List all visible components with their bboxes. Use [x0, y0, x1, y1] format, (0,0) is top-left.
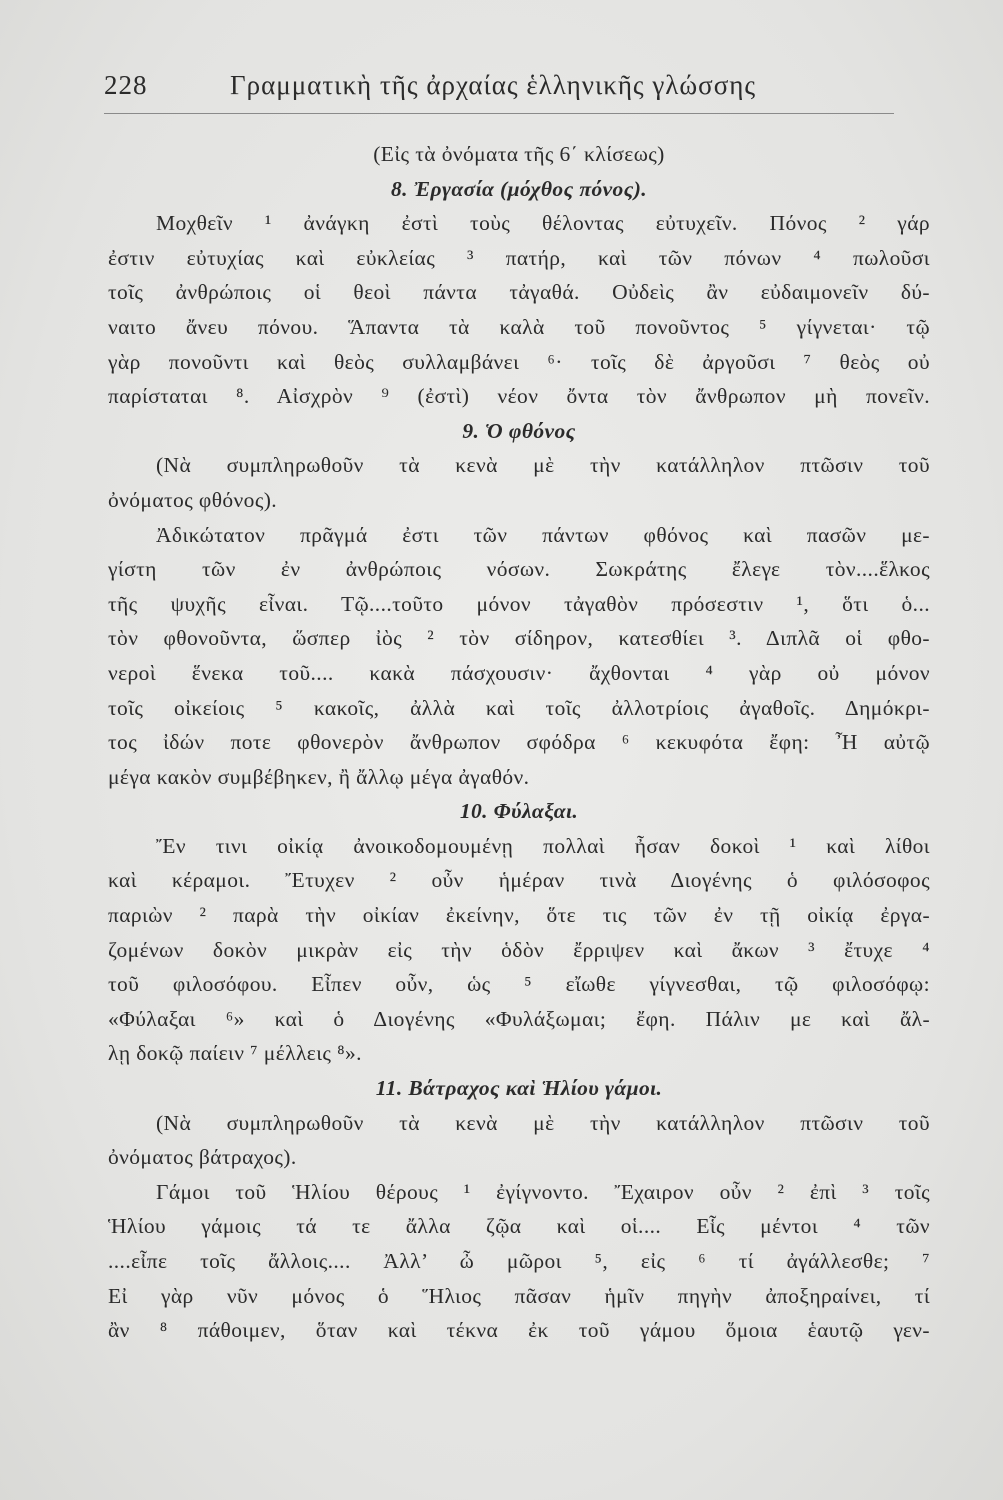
text-line: Γάμοι τοῦ Ἡλίου θέρους ¹ ἐγίγνοντο. Ἔχαιρον οὖν ² ἐπὶ ³ τοῖς — [156, 1179, 930, 1204]
text-line: παριὼν ² παρὰ τὴν οἰκίαν ἐκείνην, ὅτε τις τῶν ἐν τῇ οἰκίᾳ ἐργα- — [108, 903, 930, 928]
text-line: Μοχθεῖν ¹ ἀνάγκη ἐστὶ τοὺς θέλοντας εὐτυχεῖν. Πόνος ² γάρ — [156, 211, 930, 236]
text-line: Εἰ γὰρ νῦν μόνος ὁ Ἥλιος πᾶσαν ἡμῖν πηγὴν ἀποξηραίνει, τί — [108, 1283, 930, 1308]
text-line: Ἔν τινι οἰκίᾳ ἀνοικοδομουμένῃ πολλαὶ ἦσαν δοκοὶ ¹ καὶ λίθοι — [156, 833, 930, 858]
section-heading: 8. Ἐργασία (μόχθος πόνος). — [390, 176, 648, 201]
text-line: ζομένων δοκὸν μικρὰν εἰς τὴν ὁδὸν ἔρριψεν καὶ ἄκων ³ ἔτυχε ⁴ — [108, 937, 930, 962]
text-line: τοῖς ἀνθρώποις οἱ θεοὶ πάντα τἀγαθά. Οὐδεὶς ἂν εὐδαιμονεῖν δύ- — [108, 280, 930, 305]
text-line: τὸν φθονοῦντα, ὥσπερ ἰὸς ² τὸν σίδηρον, κατεσθίει ³. Διπλᾶ οἱ φθο- — [108, 626, 930, 651]
section-heading: 9. Ὁ φθόνος — [462, 418, 576, 443]
text-line: νεροὶ ἕνεκα τοῦ.... κακὰ πάσχουσιν· ἄχθονται ⁴ γὰρ οὐ μόνον — [108, 660, 930, 685]
running-header — [104, 70, 894, 110]
header-rule — [104, 113, 894, 114]
text-line: (Εἰς τὰ ὀνόματα τῆς 6΄ κλίσεως) — [373, 142, 665, 166]
text-line: (Νὰ συμπληρωθοῦν τὰ κενὰ μὲ τὴν κατάλληλον πτῶσιν τοῦ — [156, 1110, 930, 1135]
text-line: μέγα κακὸν συμβέβηκεν, ἢ ἄλλῳ μέγα ἀγαθόν. — [108, 764, 530, 789]
text-line: τοῖς οἰκείοις ⁵ κακοῖς, ἀλλὰ καὶ τοῖς ἀλλοτρίοις ἀγαθοῖς. Δημόκρι- — [108, 695, 930, 720]
text-line: Ἀδικώτατον πρᾶγμά ἐστι τῶν πάντων φθόνος καὶ πασῶν με- — [156, 522, 930, 547]
text-line: «Φύλαξαι ⁶» καὶ ὁ Διογένης «Φυλάξωμαι; ἔφη. Πάλιν με καὶ ἄλ- — [108, 1006, 930, 1031]
body-text — [108, 137, 930, 1348]
section-heading: 11. Βάτραχος καὶ Ἡλίου γάμοι. — [375, 1076, 663, 1101]
text-line: τος ἰδών ποτε φθονερὸν ἄνθρωπον σφόδρα ⁶ κεκυφότα ἔφη: Ἦ αὐτῷ — [108, 730, 930, 755]
text-line: Ἡλίου γάμοις τά τε ἄλλα ζῷα καὶ οἱ.... Εἷς μέντοι ⁴ τῶν — [108, 1214, 930, 1239]
text-line: ....εἶπε τοῖς ἄλλοις.... Ἀλλ’ ὦ μῶροι ⁵, εἰς ⁶ τί ἀγάλλεσθε; ⁷ — [108, 1249, 930, 1273]
running-title: Γραμματικὴ τῆς ἀρχαίας ἑλληνικῆς γλώσσης — [230, 70, 757, 100]
text-line: ὀνόματος φθόνος). — [108, 487, 278, 512]
page-number: 228 — [104, 70, 148, 100]
text-line: (Νὰ συμπληρωθοῦν τὰ κενὰ μὲ τὴν κατάλληλον πτῶσιν τοῦ — [156, 453, 930, 478]
text-line: λῃ δοκῷ παίειν ⁷ μέλλεις ⁸». — [108, 1041, 362, 1066]
text-line: γίστη τῶν ἐν ἀνθρώποις νόσων. Σωκράτης ἔλεγε τὸν....ἕλκος — [108, 557, 930, 582]
text-line: ἐστιν εὐτυχίας καὶ εὐκλείας ³ πατήρ, καὶ τῶν πόνων ⁴ πωλοῦσι — [108, 245, 930, 270]
text-line: ὀνόματος βάτραχος). — [108, 1145, 297, 1170]
section-heading: 10. Φύλαξαι. — [459, 799, 579, 824]
text-line: ναιτο ἄνευ πόνου. Ἅπαντα τὰ καλὰ τοῦ πονοῦντος ⁵ γίγνεται· τῷ — [108, 314, 930, 339]
text-line: καὶ κέραμοι. Ἔτυχεν ² οὖν ἡμέραν τινὰ Διογένης ὁ φιλόσοφος — [108, 868, 930, 893]
text-line: τοῦ φιλοσόφου. Εἶπεν οὖν, ὡς ⁵ εἴωθε γίγνεσθαι, τῷ φιλοσόφῳ: — [108, 972, 930, 997]
text-line: γὰρ πονοῦντι καὶ θεὸς συλλαμβάνει ⁶· τοῖς δὲ ἀργοῦσι ⁷ θεὸς οὐ — [108, 349, 930, 374]
text-line: ἂν ⁸ πάθοιμεν, ὅταν καὶ τέκνα ἐκ τοῦ γάμου ὅμοια ἑαυτῷ γεν- — [108, 1318, 930, 1343]
text-line: τῆς ψυχῆς εἶναι. Τῷ....τοῦτο μόνον τἀγαθὸν πρόσεστιν ¹, ὅτι ὁ... — [108, 591, 930, 616]
text-line: παρίσταται ⁸. Αἰσχρὸν ⁹ (ἐστὶ) νέον ὄντα τὸν ἄνθρωπον μὴ πονεῖν. — [108, 384, 930, 409]
